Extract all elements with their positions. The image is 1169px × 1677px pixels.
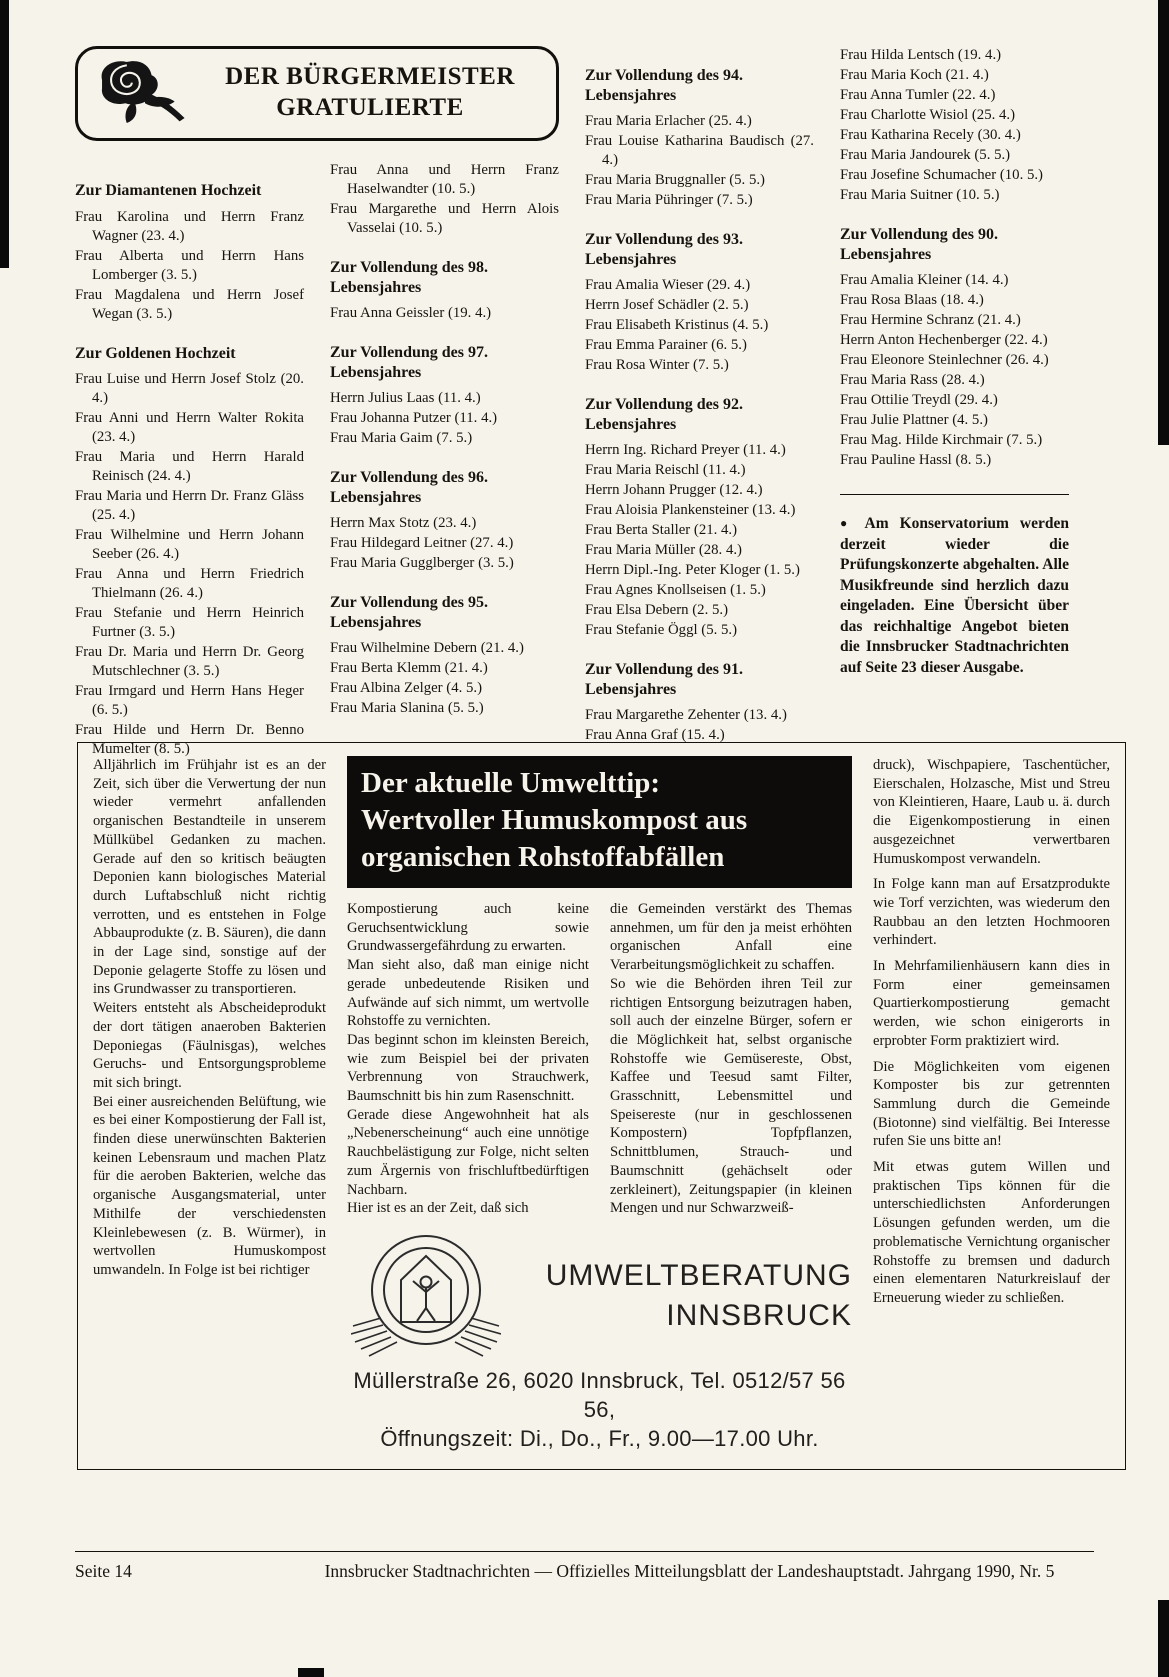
article-column-2 [347,900,589,1218]
article-paragraph: Kompostierung auch keine Geruchsentwicklung sowie Grundwassergefährdung zu erwarten. [347,901,589,955]
name-entry: Herrn Ing. Richard Preyer (11. 4.) [585,442,786,459]
article-paragraph: Bei einer ausreichenden Belüftung, wie es bei einer Kompostierung der Fall ist, finden diese unerwünschten Bakterien keinen Lebensraum und machen Platz für die aeroben Bakterien, welche das organische Ausgangsmaterial, unter Mithilfe der verschiedensten Kleinlebewesen (z. B. Würmer), in wertvollen Humuskompost umwandeln. In Folge ist bei richtiger [93,1093,326,1278]
name-entry: Frau Anna und Herrn Franz Haselwandter (10. 5.) [330,162,559,197]
name-entry: Frau Maria Koch (21. 4.) [840,67,989,83]
name-entry: Frau Wilhelmine Debern (21. 4.) [330,640,524,657]
name-entry: Frau Maria Gugglberger (3. 5.) [330,555,514,572]
congrats-heading: Zur Vollendung des 95. Lebensjahres [330,594,488,631]
congrats-heading: Zur Vollendung des 97. Lebensjahres [330,344,488,381]
section-title-line-1: DER BÜRGERMEISTER [225,63,515,90]
article-headline [347,756,852,888]
name-entry: Frau Pauline Hassl (8. 5.) [840,452,992,469]
print-registration-mark-bottom [298,1668,324,1677]
page-footer [75,1551,1094,1582]
names-list [840,46,1069,205]
name-entry: Frau Louise Katharina Baudisch (27. 4.) [585,133,814,169]
names-list [330,389,559,448]
name-entry: Herrn Johann Prugger (12. 4.) [585,482,763,499]
name-entry: Frau Dr. Maria und Herrn Dr. Georg Mutschlechner (3. 5.) [75,644,304,680]
headline-line: Der aktuelle Umwelttip: [361,767,661,799]
congrats-column-3 [585,46,814,760]
article-paragraph: Die Möglichkeiten vom eigenen Komposter bis zur getrennten Sammlung durch die Gemeinde (Biotonne) sind vielfältig. Bei Interesse rufen Sie uns bitte an! [873,1058,1110,1150]
name-entry: Frau Hilde und Herrn Dr. Benno Mumelter (8. 5.) [75,722,304,758]
name-entry: Frau Maria Müller (28. 4.) [585,542,742,559]
name-entry: Herrn Josef Schädler (2. 5.) [585,297,749,314]
congrats-block [75,181,304,324]
name-entry: Frau Eleonore Steinlechner (26. 4.) [840,352,1049,369]
names-list [330,161,559,238]
section-title-line-2: GRATULIERTE [276,93,464,121]
print-registration-mark-bottom-right [1158,1600,1169,1677]
name-entry: Frau Amalia Wieser (29. 4.) [585,277,751,294]
name-entry: Frau Anni und Herrn Walter Rokita (23. 4.) [75,410,304,446]
congrats-heading: Zur Vollendung des 98. Lebensjahres [330,259,488,296]
name-entry: Frau Alberta und Herrn Hans Lomberger (3. 5.) [75,247,304,283]
names-list [585,441,814,640]
name-entry: Frau Irmgard und Herrn Hans Heger (6. 5.) [75,683,304,719]
congrats-block [330,343,559,448]
congratulations-columns-1-2 [75,161,559,760]
name-entry: Frau Anna Geissler (19. 4.) [330,305,492,322]
article-paragraph: die Gemeinden verstärkt des Themas annehmen, um für den ja meist erhöhten organischen Anfall eine Verarbeitungsmöglichkeit zu schaffen. [610,901,852,974]
congrats-block [840,46,1069,205]
konservatorium-notice [840,513,1069,678]
rose-icon [90,57,190,128]
congrats-heading: Zur Vollendung des 94. Lebensjahres [585,67,743,104]
congratulations-column-4-wrap [840,46,1069,760]
section-title-box [75,46,559,141]
name-entry: Herrn Max Stotz (23. 4.) [330,515,477,532]
names-list [75,370,304,759]
names-list [840,271,1069,470]
name-entry: Frau Aloisia Plankensteiner (13. 4.) [585,502,796,519]
article-paragraph: So wie die Behörden ihren Teil zur richtigen Entsorgung beizutragen haben, soll auch der einzelne Bürger, sofern er die Möglichkeit hat, selbst organische Rohstoffe wie Gemüsereste, Obst, Kaffee und Teesud samt Filter, Grasschnitt, Lebensmittel und Speisereste (nur in geschlossenen Kompostern) Topfpflanzen, Schnittblumen, Strauch- und Baumschnitt (gehächselt oder zerkleinert), Zeitungspapier (in kleinen Mengen und nur Schwarzweiß- [610,975,852,1217]
article-middle [347,756,852,1453]
name-entry: Frau Rosa Winter (7. 5.) [585,357,729,374]
name-entry: Frau Luise und Herrn Josef Stolz (20. 4.) [75,371,304,407]
name-entry: Frau Maria Reischl (11. 4.) [585,462,746,479]
name-entry: Frau Anna und Herrn Friedrich Thielmann (26. 4.) [75,566,304,602]
congrats-column-4 [840,46,1069,470]
umweltberatung-name [501,1256,852,1336]
name-entry: Frau Emma Parainer (6. 5.) [585,337,747,354]
name-entry: Frau Mag. Hilde Kirchmair (7. 5.) [840,432,1043,449]
print-registration-mark-top-right [1158,0,1169,445]
umwelttip-article [77,742,1126,1470]
names-list [330,304,559,323]
congrats-block [585,230,814,375]
name-entry: Frau Hermine Schranz (21. 4.) [840,312,1021,329]
umweltberatung-address-line-2: Öffnungszeit: Di., Do., Fr., 9.00—17.00 Uhr. [380,1425,819,1451]
section-title [202,62,538,123]
congrats-heading: Zur Vollendung des 90. Lebensjahres [840,226,998,263]
article-paragraph: Weiters entsteht als Abscheideprodukt der dort tätigen anaeroben Bakterien Deponiegas (Fäulnisgas), welches Geruchs- und Entsorgungsprobleme mit sich bringt. [93,1000,326,1091]
name-entry: Frau Maria Gaim (7. 5.) [330,430,473,447]
congrats-block [840,225,1069,470]
names-list [75,208,304,324]
article-paragraph: druck), Wischpapiere, Taschentücher, Eierschalen, Holzasche, Mist und Streu von Kleintieren, Haare, Laub u. ä. durch die Eigenkompostierung in einen ausgezeichnet verwertbaren Humuskompost verwandeln. [873,757,1110,867]
name-entry: Frau Maria und Herrn Dr. Franz Gläss (25. 4.) [75,488,304,524]
name-entry: Frau Albina Zelger (4. 5.) [330,680,483,697]
umweltberatung-block [347,1230,852,1453]
umweltberatung-name-line-2: INNSBRUCK [666,1299,852,1333]
name-entry: Frau Wilhelmine und Herrn Johann Seeber (26. 4.) [75,527,304,563]
umweltberatung-name-line-1: UMWELTBERATUNG [545,1259,852,1293]
name-entry: Frau Hilda Lentsch (19. 4.) [840,47,1002,63]
name-entry: Frau Maria Jandourek (5. 5.) [840,147,1011,163]
congrats-block [330,161,559,238]
article-paragraph: In Folge kann man auf Ersatzprodukte wie Torf verzichten, was wiederum den Raubbau an den letzten Hochmooren verhindert. [873,876,1110,949]
congrats-heading: Zur Vollendung des 96. Lebensjahres [330,469,488,506]
article-paragraph: In Mehrfamilienhäusern kann dies in Form einer gemeinsamen Quartierkompostierung gemacht werden, wie schon einigerorts in erprobter Form praktiziert wird. [873,958,1110,1049]
article-paragraph: Hier ist es an der Zeit, daß sich [347,1200,529,1217]
names-list [585,706,814,745]
name-entry: Frau Maria Erlacher (25. 4.) [585,113,752,130]
bullet-icon: ● [840,516,855,531]
congrats-heading: Zur Vollendung des 91. Lebensjahres [585,661,743,698]
name-entry: Frau Maria Slanina (5. 5.) [330,700,484,717]
print-registration-mark-top-left [0,0,9,268]
congrats-block [585,395,814,640]
name-entry: Frau Maria Pühringer (7. 5.) [585,192,753,209]
article-paragraph: Gerade diese Angewohnheit hat als „Nebenerscheinung“ auch eine unnötige Rauchbelästigung zur Folge, nicht selten zum Ärgernis von frischluftbedürftigen Nachbarn. [347,1106,589,1198]
article-paragraph: Man sieht also, daß man einige nicht gerade unbedeutende Risiken und Aufwände auf sich nimmt, um wertvolle Rohstoffe zu vernichten. [347,957,589,1030]
name-entry: Frau Maria Bruggnaller (5. 5.) [585,172,765,189]
congrats-block [585,660,814,745]
name-entry: Frau Berta Klemm (21. 4.) [330,660,488,677]
headline-line: organischen Rohstoffabfällen [361,841,725,873]
name-entry: Herrn Julius Laas (11. 4.) [330,390,481,407]
umweltberatung-address-line-1: Müllerstraße 26, 6020 Innsbruck, Tel. 0512/57 56 56, [353,1367,846,1422]
name-entry: Frau Hildegard Leitner (27. 4.) [330,535,514,552]
congrats-column-1 [75,161,304,760]
umweltberatung-header [347,1230,852,1363]
congrats-heading: Zur Goldenen Hochzeit [75,344,236,362]
name-entry: Frau Stefanie Öggl (5. 5.) [585,622,738,639]
names-list [585,276,814,375]
names-list [585,112,814,210]
congratulations-section [75,46,1069,760]
notice-text: Am Konservatorium werden derzeit wieder die Prüfungskonzerte abgehalten. Alle Musikfreunde sind herzlich dazu eingeladen. Eine Übersicht über das reichhaltige Angebot bieten die Innsbrucker Stadtnachrichten auf Seite 23 dieser Ausgabe. [840,515,1069,676]
congrats-block [330,593,559,718]
name-entry: Frau Karolina und Herrn Franz Wagner (23. 4.) [75,208,304,244]
page-number: Seite 14 [75,1561,132,1581]
name-entry: Frau Elisabeth Kristinus (4. 5.) [585,317,769,334]
headline-line: Wertvoller Humuskompost aus [361,804,748,836]
name-entry: Frau Berta Staller (21. 4.) [585,522,738,539]
name-entry: Frau Ottilie Treydl (29. 4.) [840,392,998,409]
name-entry: Frau Rosa Blaas (18. 4.) [840,292,984,309]
name-entry: Frau Katharina Recely (30. 4.) [840,127,1021,143]
congrats-block [330,258,559,323]
names-list [330,639,559,718]
umweltberatung-address [347,1366,852,1453]
name-entry: Frau Maria und Herrn Harald Reinisch (24. 4.) [75,449,304,485]
name-entry: Herrn Dipl.-Ing. Peter Kloger (1. 5.) [585,562,800,579]
name-entry: Frau Anna Tumler (22. 4.) [840,87,996,103]
article-column-4 [873,756,1110,1453]
names-list [330,514,559,573]
name-entry: Frau Margarethe und Herrn Alois Vasselai (10. 5.) [330,201,559,236]
footer-journal-line: Innsbrucker Stadtnachrichten — Offizielles Mitteilungsblatt der Landeshauptstadt. Jahrgang 1990, Nr. 5 [324,1561,1055,1581]
article-columns-2-3 [347,900,852,1218]
name-entry: Frau Maria Rass (28. 4.) [840,372,985,389]
congrats-block [75,344,304,760]
congrats-column-2 [330,161,559,760]
congrats-heading: Zur Vollendung des 93. Lebensjahres [585,231,743,268]
name-entry: Frau Charlotte Wisiol (25. 4.) [840,107,1016,123]
name-entry: Frau Josefine Schumacher (10. 5.) [840,167,1043,183]
article-paragraph: Das beginnt schon im kleinsten Bereich, wie zum Beispiel bei der privaten Verbrennung von Strauchwerk, Baumschnitt bis hin zum Rasenschnitt. [347,1031,589,1105]
name-entry: Frau Julie Plattner (4. 5.) [840,412,988,429]
article-column-3 [610,900,852,1218]
name-entry: Frau Stefanie und Herrn Heinrich Furtner (3. 5.) [75,605,304,641]
congrats-heading: Zur Diamantenen Hochzeit [75,182,262,199]
article-column-1 [93,756,326,1453]
article-paragraph: Mit etwas gutem Willen und praktischen Tips können für die unterschiedlichsten Anforderungen Lösungen gefunden werden, um die problematische Vernichtung organischer Rohstoffe zu bremsen und dadurch einen elementaren Naturkreislauf der Erneuerung wieder zu schließen. [873,1159,1110,1306]
article-paragraph: Alljährlich im Frühjahr ist es an der Zeit, sich über die Verwertung der nun wieder vermehrt anfallenden organischen Bestandteile in unserem Müllkübel Gedanken zu machen. Gerade auf den so kritisch beäugten Deponien kann biologisches Material durch Luftabschluß nicht richtig verrotten, und es entstehen in Folge Abbauprodukte (z. B. Säuren), die dann in der Lage sind, sonstige auf der Deponie gelagerte Stoffe zu lösen und ins Grundwasser zu transportieren. [93,757,326,998]
name-entry: Frau Magdalena und Herrn Josef Wegan (3. 5.) [75,286,304,322]
name-entry: Frau Johanna Putzer (11. 4.) [330,410,498,427]
name-entry: Frau Anna Graf (15. 4.) [585,727,725,744]
congratulations-left-half [75,46,559,760]
name-entry: Frau Elsa Debern (2. 5.) [585,602,728,619]
name-entry: Frau Margarethe Zehenter (13. 4.) [585,707,787,724]
congrats-block [585,66,814,210]
name-entry: Frau Agnes Knollseisen (1. 5.) [585,582,766,599]
name-entry: Frau Maria Suitner (10. 5.) [840,187,1000,203]
congrats-heading: Zur Vollendung des 92. Lebensjahres [585,396,743,433]
name-entry: Frau Amalia Kleiner (14. 4.) [840,272,1009,289]
umweltberatung-logo-icon [351,1230,501,1363]
notice-divider [840,494,1069,495]
congrats-block [330,468,559,573]
name-entry: Herrn Anton Hechenberger (22. 4.) [840,332,1048,349]
